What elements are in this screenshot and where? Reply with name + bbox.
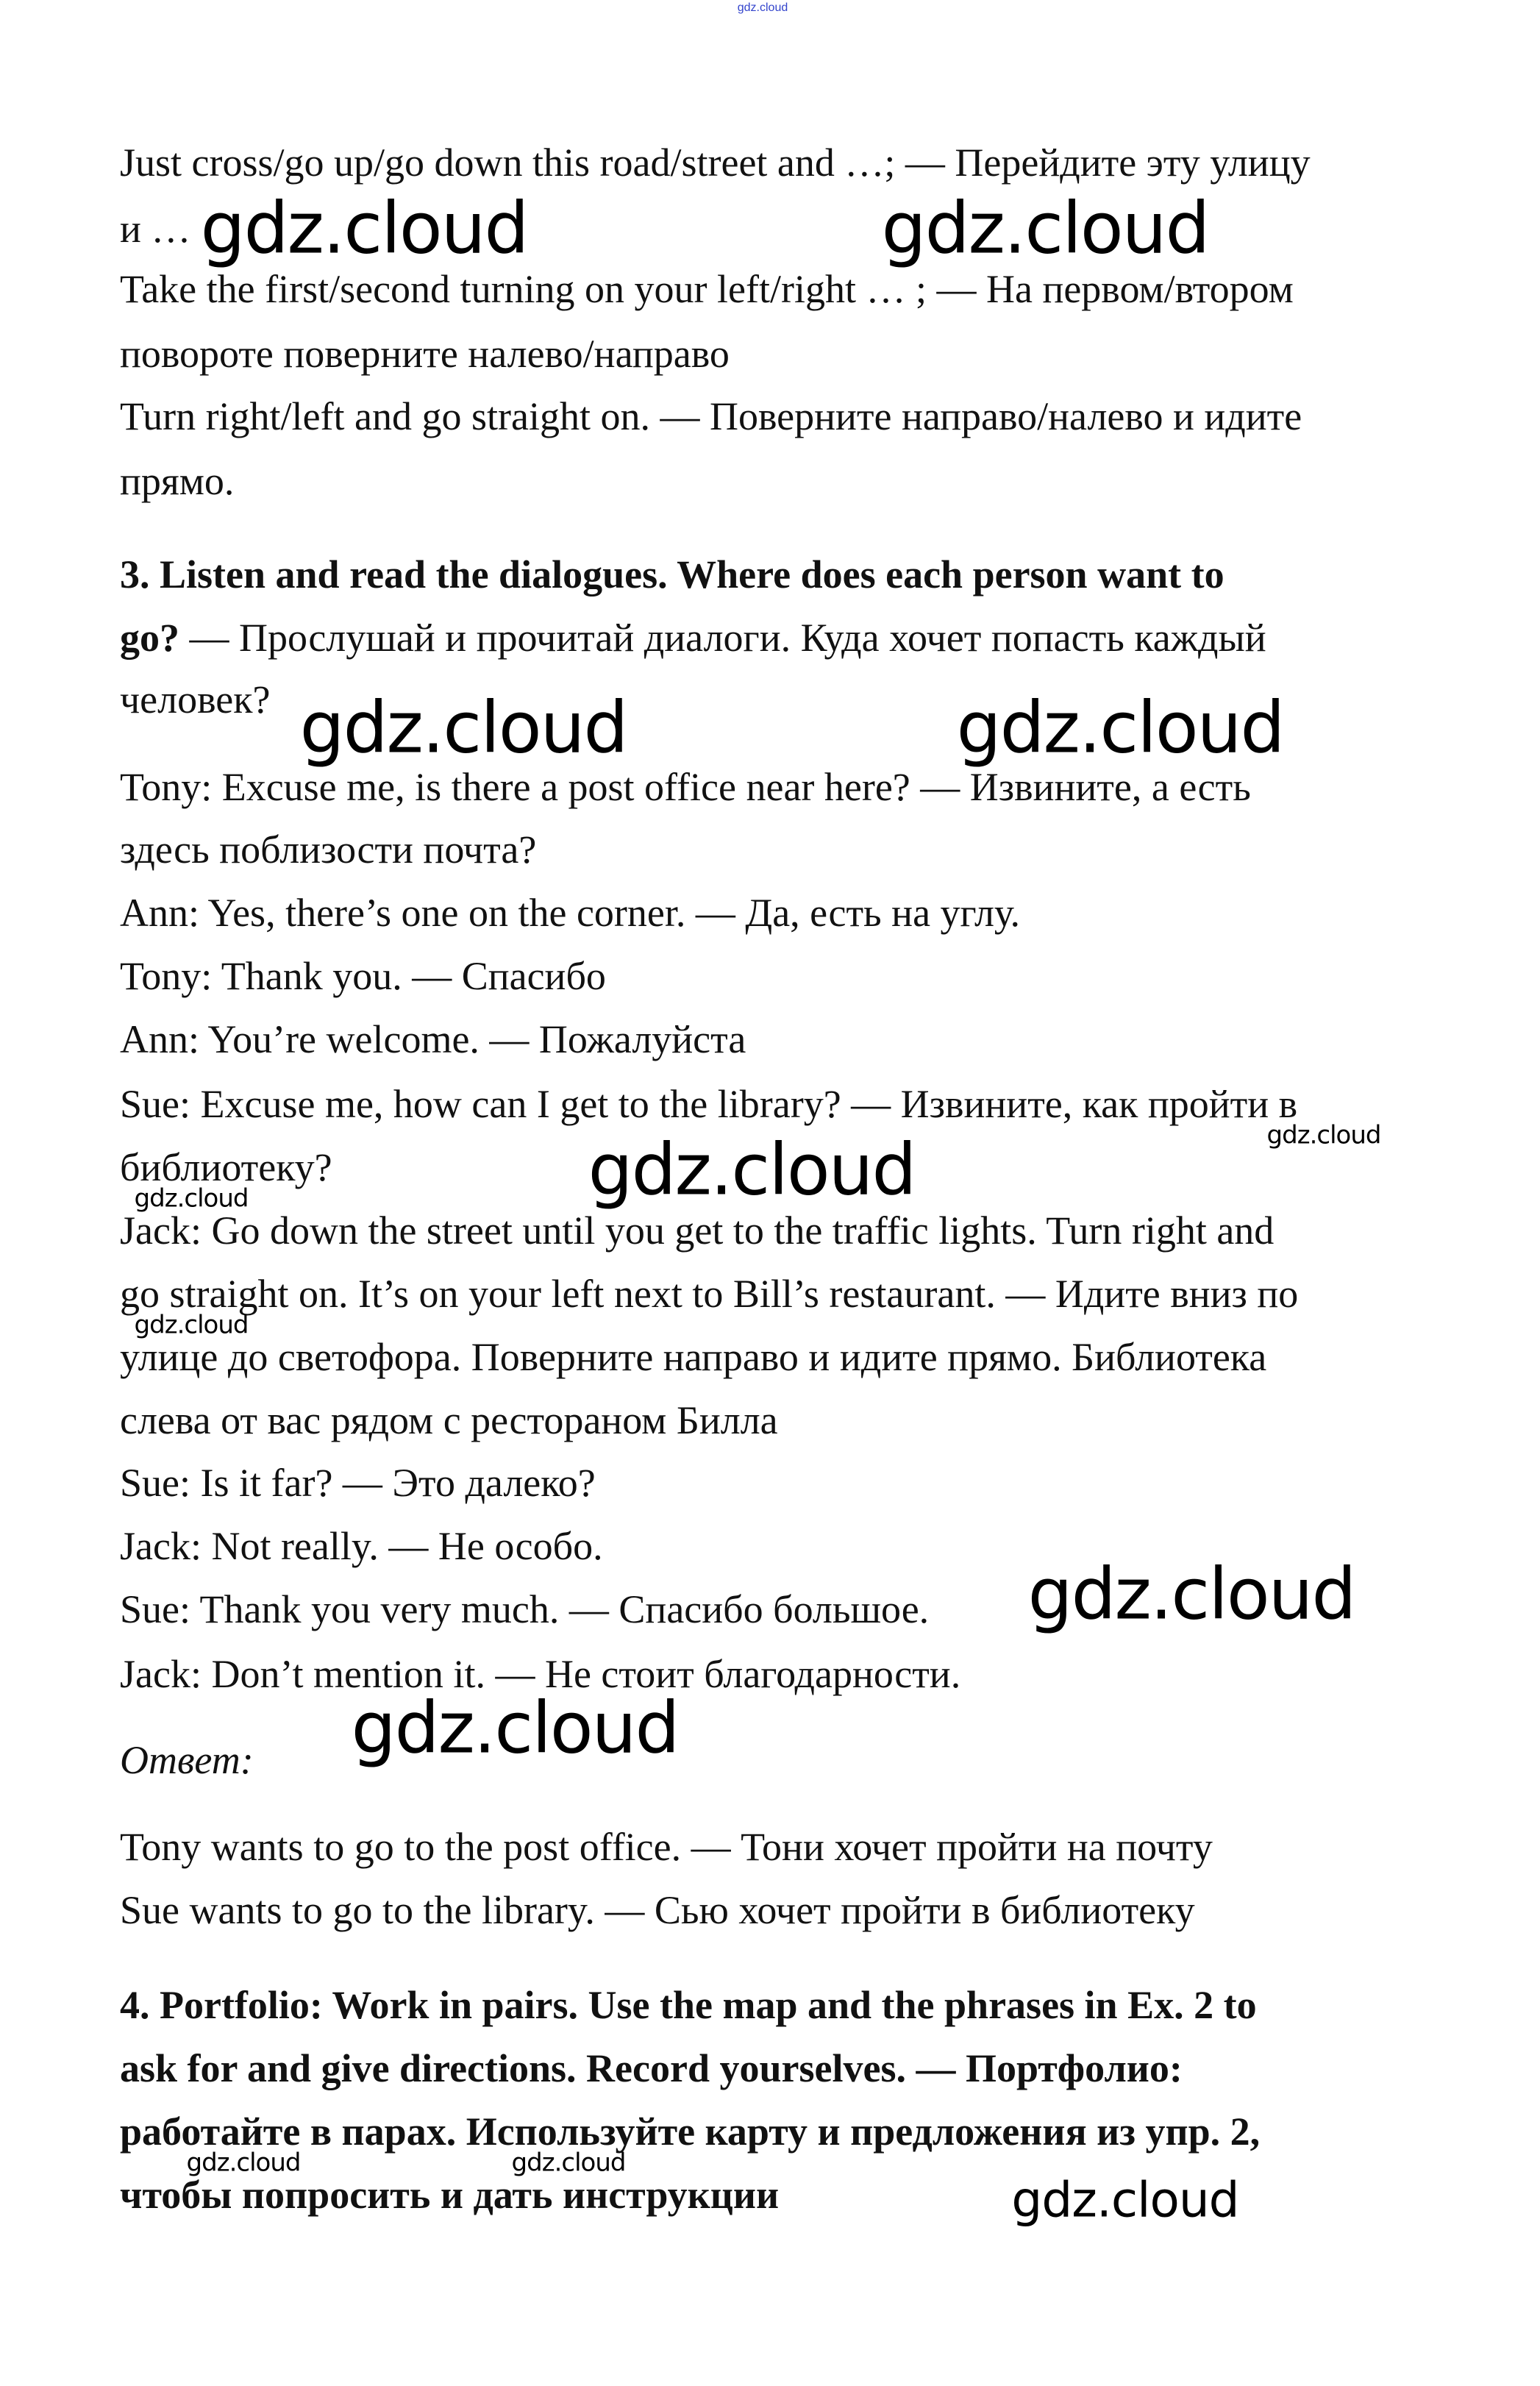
text-line [120, 142, 1311, 183]
text-line [120, 617, 1266, 658]
watermark: gdz.cloud [588, 1128, 916, 1211]
text: слева от вас рядом с рестораном Билла [120, 1398, 778, 1442]
text-line [120, 1525, 603, 1567]
text-line [120, 955, 606, 997]
bold-text: работайте в парах. Используйте карту и предложения из упр. 2, [120, 2109, 1261, 2154]
watermark: gdz.cloud [186, 2148, 301, 2178]
watermark: gdz.cloud [299, 686, 627, 769]
watermark: gdz.cloud [1011, 2171, 1239, 2229]
watermark: gdz.cloud [1027, 1553, 1355, 1636]
text: Tony: Excuse me, is there a post office near here? — Извините, а есть [120, 765, 1251, 809]
text-line [120, 1147, 332, 1188]
text-line [120, 766, 1251, 808]
text: Turn right/left and go straight on. — Поверните направо/налево и идите [120, 394, 1302, 438]
text-line [120, 1739, 254, 1781]
bold-text: go? [120, 616, 179, 660]
text-line [120, 396, 1302, 437]
watermark: gdz.cloud [511, 2148, 626, 2178]
text: повороте поверните налево/направо [120, 332, 730, 376]
text: Ann: Yes, there’s one on the corner. — Да, есть на углу. [120, 891, 1020, 935]
text: Sue: Excuse me, how can I get to the library? — Извините, как пройти в [120, 1082, 1298, 1126]
text-line [120, 2111, 1260, 2152]
watermark: gdz.cloud [200, 187, 528, 270]
text: библиотеку? [120, 1145, 332, 1189]
text: Just cross/go up/go down this road/street and …; — Перейдите эту улицу [120, 140, 1311, 185]
text-line [120, 829, 536, 870]
text: человек? [120, 677, 271, 722]
text: улице до светофора. Поверните направо и идите прямо. Библиотека [120, 1335, 1267, 1379]
text-line [120, 333, 730, 374]
text-line [120, 208, 190, 249]
text-line [120, 1984, 1257, 2026]
text-line [120, 2174, 779, 2215]
bold-text: чтобы попросить и дать инструкции [120, 2173, 780, 2217]
watermark: gdz.cloud [134, 1310, 249, 1340]
text: Tony wants to go to the post office. — Тони хочет пройти на почту [120, 1825, 1213, 1869]
watermark: gdz.cloud [351, 1687, 679, 1770]
text-line [120, 268, 1294, 310]
bold-text: 3. Listen and read the dialogues. Where does each person want to [120, 552, 1224, 596]
text: Sue: Is it far? — Это далеко? [120, 1461, 596, 1505]
text: Jack: Not really. — Не особо. [120, 1524, 603, 1568]
text-line [120, 679, 270, 720]
text: — Прослушай и прочитай диалоги. Куда хочет попасть каждый [179, 616, 1266, 660]
text-line [120, 1890, 1195, 1931]
text: Ann: You’re welcome. — Пожалуйста [120, 1017, 746, 1061]
text: Sue wants to go to the library. — Сью хочет пройти в библиотеку [120, 1888, 1195, 1932]
watermark: gdz.cloud [1266, 1120, 1381, 1150]
text-line [120, 460, 234, 502]
text-line [120, 554, 1224, 595]
text-line [120, 1400, 778, 1441]
text: Sue: Thank you very much. — Спасибо большое. [120, 1587, 930, 1631]
text-line [120, 1273, 1298, 1314]
text: прямо. [120, 459, 235, 503]
italic-text: Ответ: [120, 1738, 254, 1782]
watermark: gdz.cloud [956, 686, 1284, 769]
bold-text: ask for and give directions. Record yourselves. — Портфолио: [120, 2046, 1183, 2090]
watermark: gdz.cloud [134, 1183, 249, 1214]
text: и … [120, 207, 191, 251]
text-line [120, 1019, 746, 1060]
text-line [120, 1336, 1266, 1378]
text-line [120, 892, 1020, 933]
text: здесь поблизости почта? [120, 827, 537, 872]
text-line [120, 1083, 1297, 1125]
watermark: gdz.cloud [881, 187, 1209, 270]
text: Take the first/second turning on your left/right … ; — На первом/втором [120, 267, 1294, 311]
text: Jack: Go down the street until you get to the traffic lights. Turn right and [120, 1208, 1275, 1253]
text-line [120, 1589, 929, 1630]
text: Jack: Don’t mention it. — Не стоит благодарности. [120, 1652, 961, 1696]
bold-text: 4. Portfolio: Work in pairs. Use the map and the phrases in Ex. 2 to [120, 1983, 1257, 2027]
text-line [120, 2048, 1183, 2089]
header-watermark[interactable]: gdz.cloud [737, 1, 788, 14]
text: Tony: Thank you. — Спасибо [120, 954, 606, 998]
text-line [120, 1462, 596, 1503]
text-line [120, 1826, 1213, 1867]
text: go straight on. It’s on your left next to Bill’s restaurant. — Идите вниз по [120, 1272, 1299, 1316]
text-line [120, 1210, 1274, 1251]
